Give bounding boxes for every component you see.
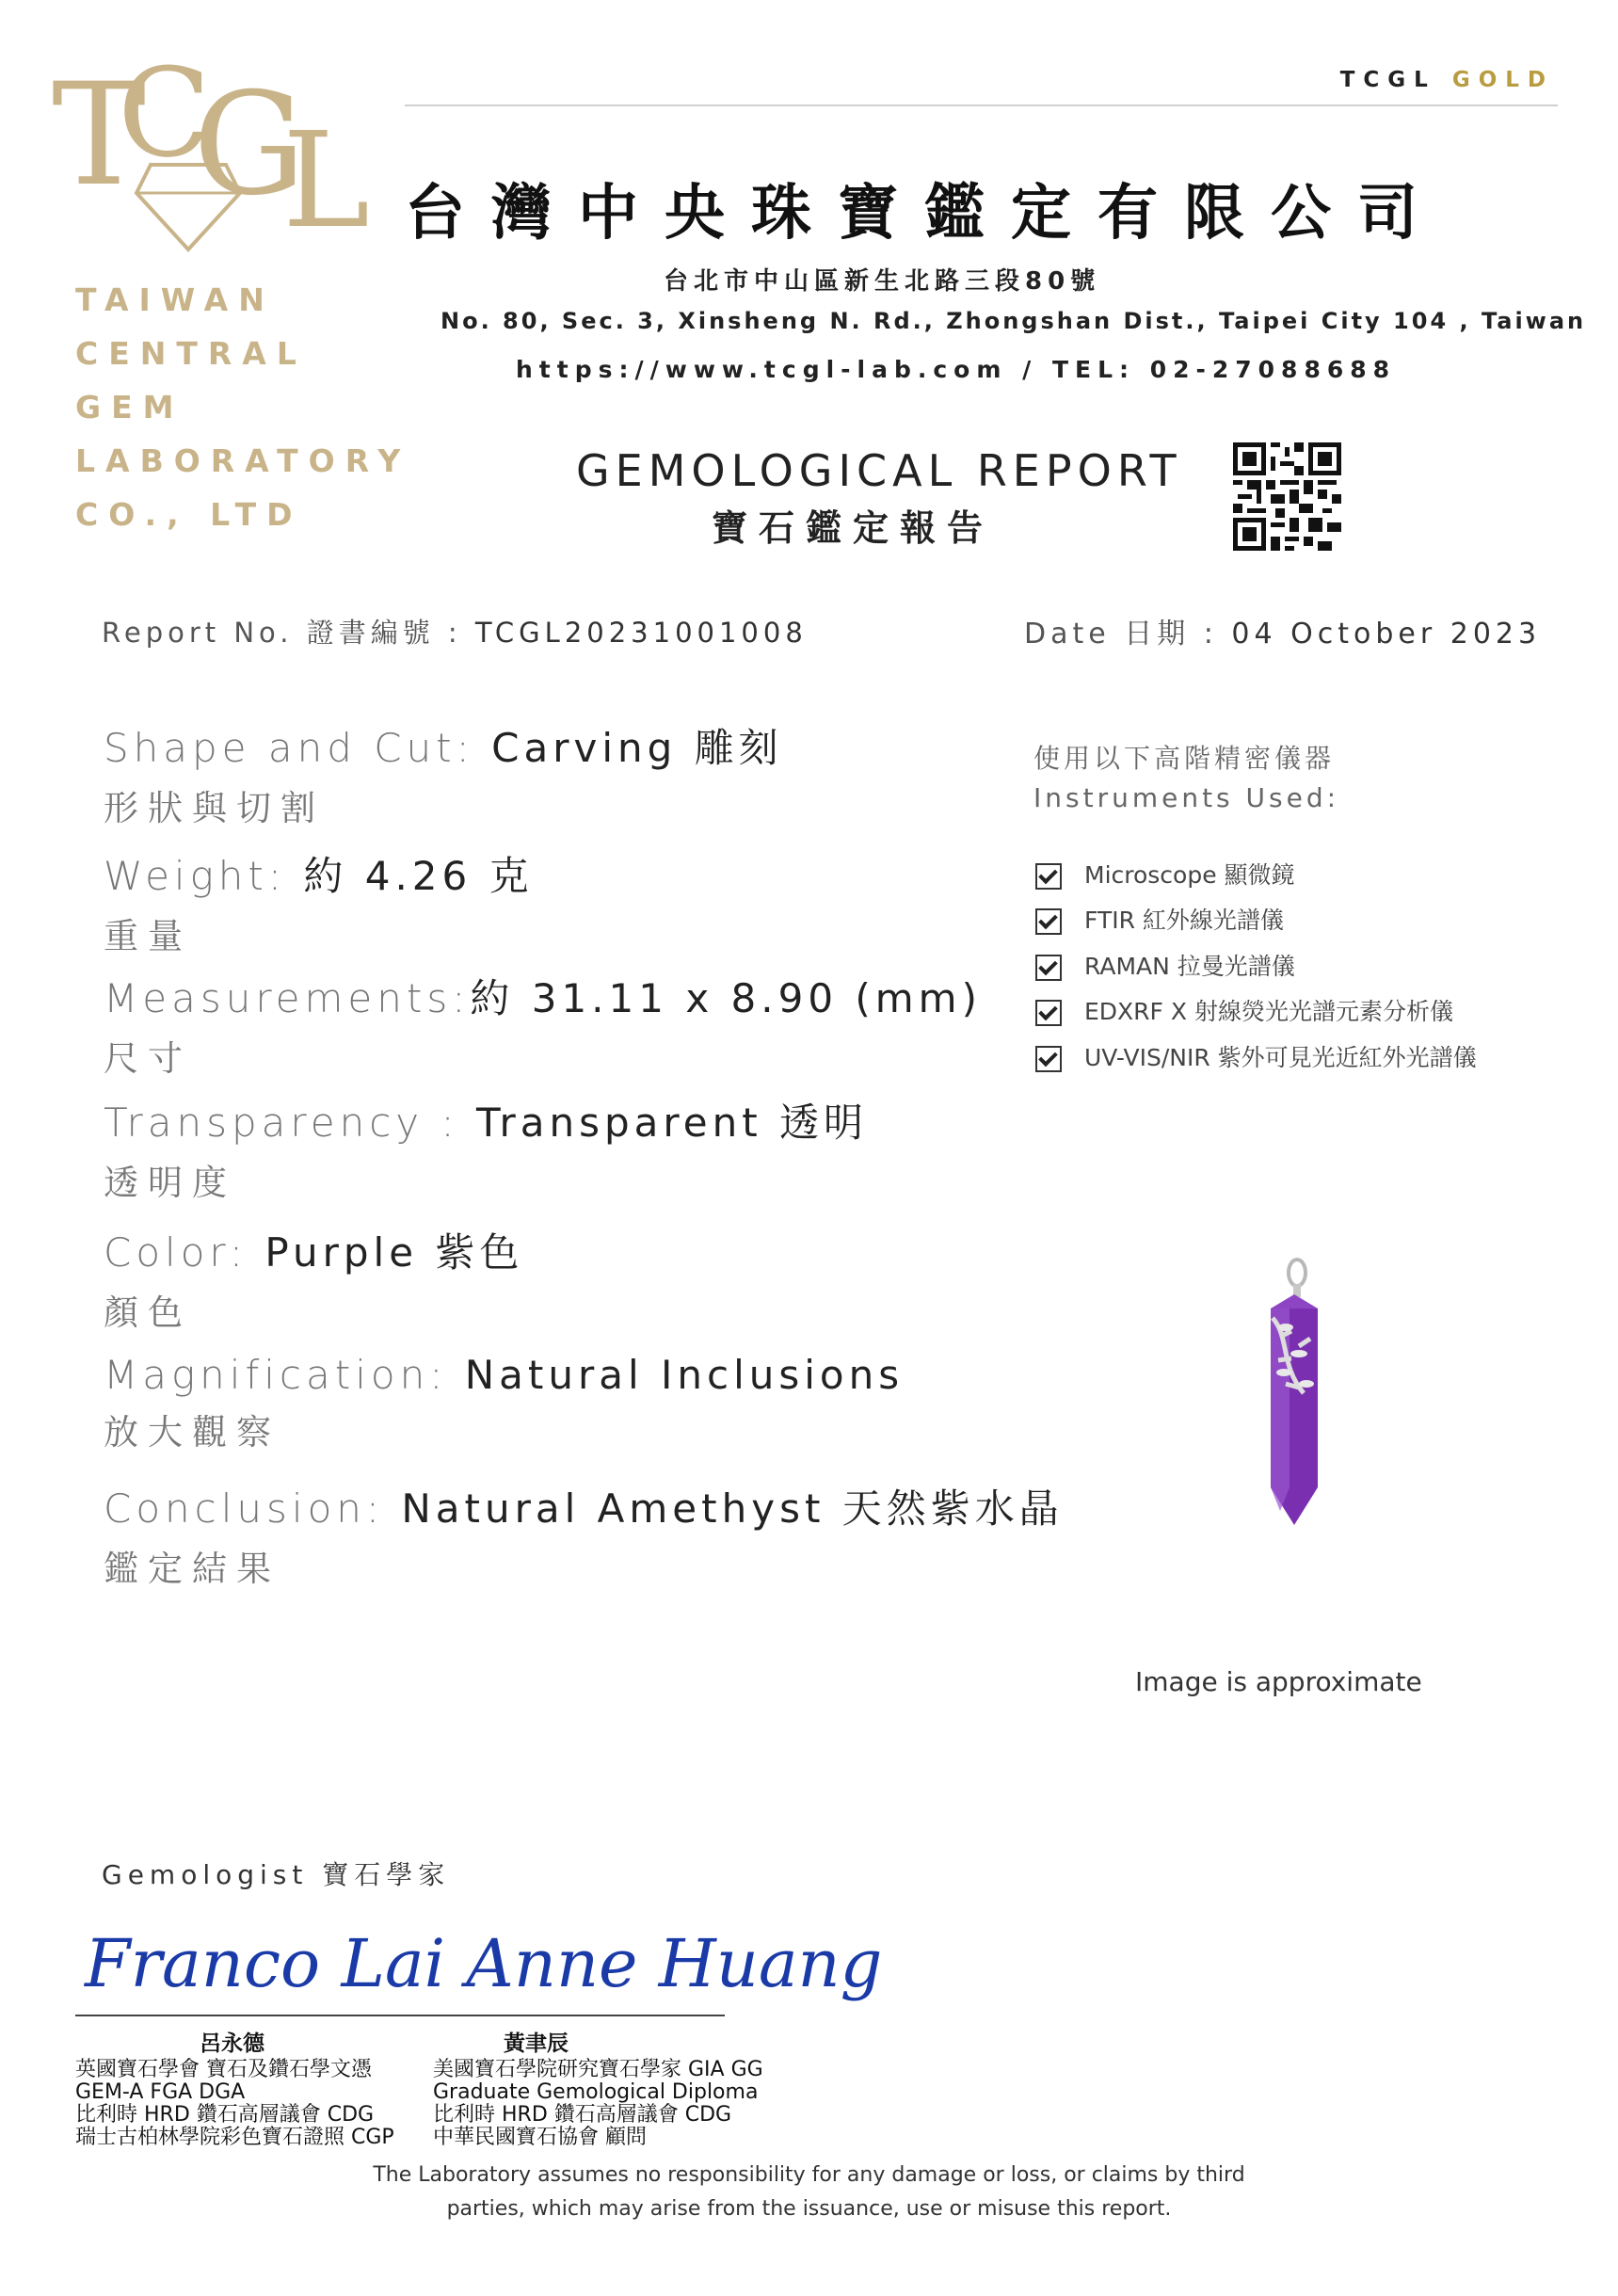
gemologist-name-2: 黃聿辰 [504, 2031, 569, 2056]
gemologist-signatures [75, 1902, 883, 2015]
svg-text:L: L [282, 104, 370, 258]
disclaimer: The Laboratory assumes no responsibility for any damage or loss, or claims by third parties, which may arise from the issuance, use or misuse this report. [373, 2163, 1245, 2221]
signature-line [75, 2015, 725, 2016]
field-conclusion: Conclusion: Natural Amethyst 天然紫水晶 鑑定結果 [104, 1485, 1064, 1589]
checkbox-checked-icon [1035, 863, 1062, 890]
checkbox-checked-icon [1035, 1000, 1062, 1026]
field-transparency: Transparency : Transparent 透明 透明度 [104, 1100, 869, 1203]
instrument-item: FTIR 紅外線光譜儀 [1035, 902, 1284, 936]
tcgl-logo [52, 41, 370, 258]
company-name-en: TAIWAN CENTRAL GEM LABORATORY CO., LTD [75, 281, 411, 533]
gemologist-credentials-2: 美國寶石學院研究寶石學家 GIA GG Graduate Gemological Diploma 比利時 HRD 鑽石高層議會 CDG 中華民國寶石協會 顧問 [433, 2058, 763, 2149]
instruments-heading: 使用以下高階精密儀器 Instruments Used: [1033, 743, 1340, 813]
instrument-item: UV-VIS/NIR 紫外可見光近紅外光譜儀 [1035, 1039, 1477, 1073]
svg-text:T: T [52, 54, 147, 217]
field-shape-cut: Shape and Cut: Carving 雕刻 形狀與切割 [104, 725, 783, 828]
address-zh: 台北市中山區新生北路三段80號 [664, 267, 1101, 296]
instrument-item: Microscope 顯微鏡 [1035, 857, 1295, 891]
gemologist-name-1: 呂永德 [200, 2031, 264, 2056]
field-color: Color: Purple 紫色 顏色 [104, 1229, 524, 1333]
report-title-zh: 寶石鑑定報告 [712, 507, 995, 549]
field-weight: Weight: 約 4.26 克 重量 [104, 853, 534, 956]
checkbox-checked-icon [1035, 955, 1062, 981]
field-magnification: Magnification: Natural Inclusions 放大觀察 [104, 1352, 905, 1453]
checkbox-checked-icon [1035, 1046, 1062, 1072]
instrument-item: EDXRF X 射線熒光光譜元素分析儀 [1035, 993, 1453, 1027]
gemologist-label: Gemologist 寶石學家 [102, 1859, 451, 1890]
instrument-item: RAMAN 拉曼光譜儀 [1035, 948, 1295, 982]
image-caption: Image is approximate [1135, 1666, 1422, 1697]
qr-code[interactable] [1233, 442, 1341, 551]
gemologist-credentials-1: 英國寶石學會 寶石及鑽石學文憑 GEM-A FGA DGA 比利時 HRD 鑽石高層議會 CDG 瑞士古柏林學院彩色寶石證照 CGP [75, 2058, 394, 2149]
company-name-zh: 台灣中央珠寶鑑定有限公司 [405, 179, 1444, 249]
header-rule [405, 104, 1558, 106]
report-date: Date 日期 : 04 October 2023 [1024, 618, 1542, 650]
checkbox-checked-icon [1035, 908, 1062, 935]
amethyst-pendant-image [1224, 1252, 1337, 1534]
svg-text:C: C [118, 41, 212, 185]
website-phone: https://www.tcgl-lab.com / TEL: 02-27088688 [516, 356, 1397, 383]
field-measurements: Measurements:約 31.11 x 8.90 (mm) 尺寸 [104, 975, 982, 1079]
report-number: Report No. 證書編號 : TCGL20231001008 [102, 617, 808, 649]
address-en: No. 80, Sec. 3, Xinsheng N. Rd., Zhongshan Dist., Taipei City 104 , Taiwan [441, 308, 1587, 334]
svg-text:Franco Lai Anne Huang: Franco Lai Anne Huang [85, 1925, 883, 2002]
report-title-en: GEMOLOGICAL REPORT [576, 445, 1182, 496]
tcgl-gold-badge: TCGL GOLD [1339, 68, 1554, 92]
svg-text:G: G [193, 63, 306, 227]
